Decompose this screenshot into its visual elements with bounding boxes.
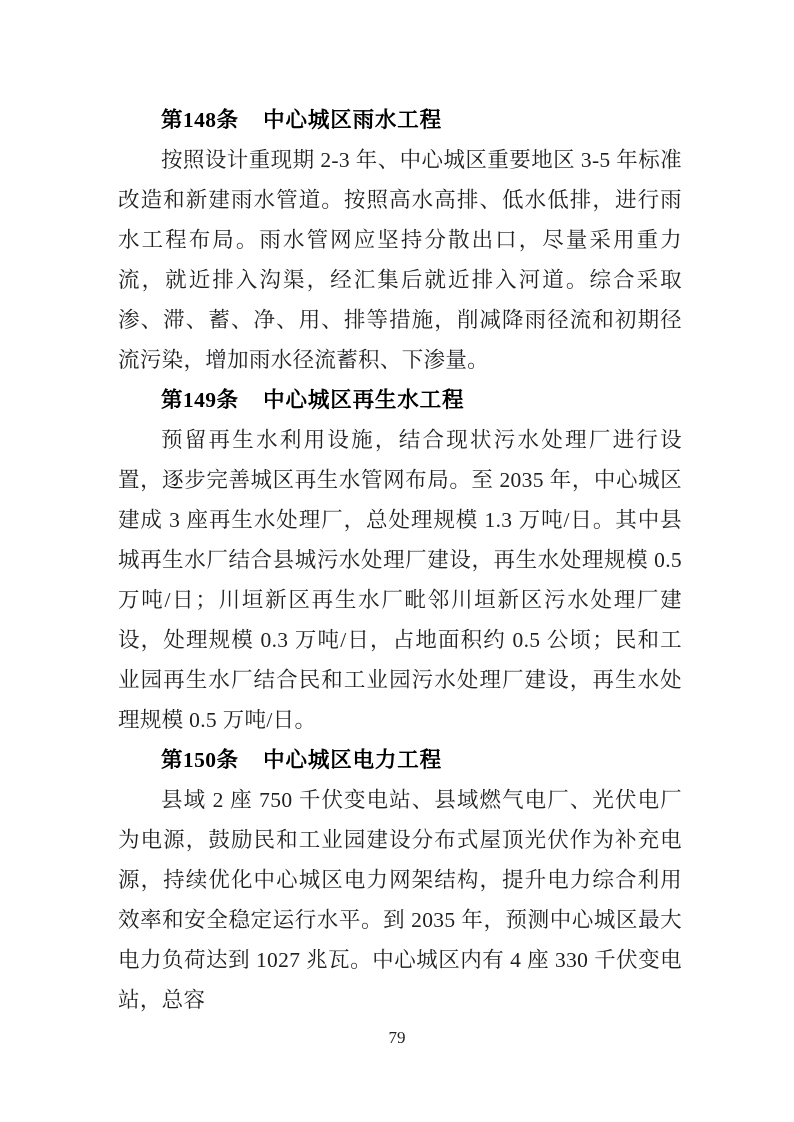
- article-title: 中心城区电力工程: [263, 748, 443, 772]
- article-150-heading: [118, 740, 682, 780]
- article-148-body: 按照设计重现期 2-3 年、中心城区重要地区 3-5 年标准改造和新建雨水管道。按照高水高排、低水低排，进行雨水工程布局。雨水管网应坚持分散出口，尽量采用重力流，就近排入沟渠，经汇集后就近排入河道。综合采取渗、滞、蓄、净、用、排等措施，削减降雨径流和初期径流污染，增加雨水径流蓄积、下渗量。: [118, 148, 682, 372]
- article-number: 第149条: [161, 388, 239, 412]
- article-149-body: 预留再生水利用设施，结合现状污水处理厂进行设置，逐步完善城区再生水管网布局。至 2035 年，中心城区建成 3 座再生水处理厂，总处理规模 1.3 万吨/日。其中县城再生水厂结合县城污水处理厂建设，再生水处理规模 0.5 万吨/日；川垣新区再生水厂毗邻川垣新区污水处理厂建设，处理规模 0.3 万吨/日，占地面积约 0.5 公顷；民和工业园再生水厂结合民和工业园污水处理厂建设，再生水处理规模 0.5 万吨/日。: [118, 428, 682, 732]
- document-content: [118, 100, 682, 1020]
- section-article-150: [118, 740, 682, 1020]
- page-footer: [0, 1028, 794, 1048]
- article-150-body: 县域 2 座 750 千伏变电站、县域燃气电厂、光伏电厂为电源，鼓励民和工业园建设分布式屋顶光伏作为补充电源，持续优化中心城区电力网架结构，提升电力综合利用效率和安全稳定运行水平。到 2035 年，预测中心城区最大电力负荷达到 1027 兆瓦。中心城区内有 4 座 330 千伏变电站，总容: [118, 788, 682, 1012]
- page-number: 79: [388, 1028, 406, 1047]
- article-number: 第148条: [161, 108, 239, 132]
- article-title: 中心城区雨水工程: [263, 108, 443, 132]
- article-title: 中心城区再生水工程: [263, 388, 465, 412]
- article-149-heading: [118, 380, 682, 420]
- section-article-149: [118, 380, 682, 740]
- article-number: 第150条: [161, 748, 239, 772]
- article-148-heading: [118, 100, 682, 140]
- section-article-148: [118, 100, 682, 380]
